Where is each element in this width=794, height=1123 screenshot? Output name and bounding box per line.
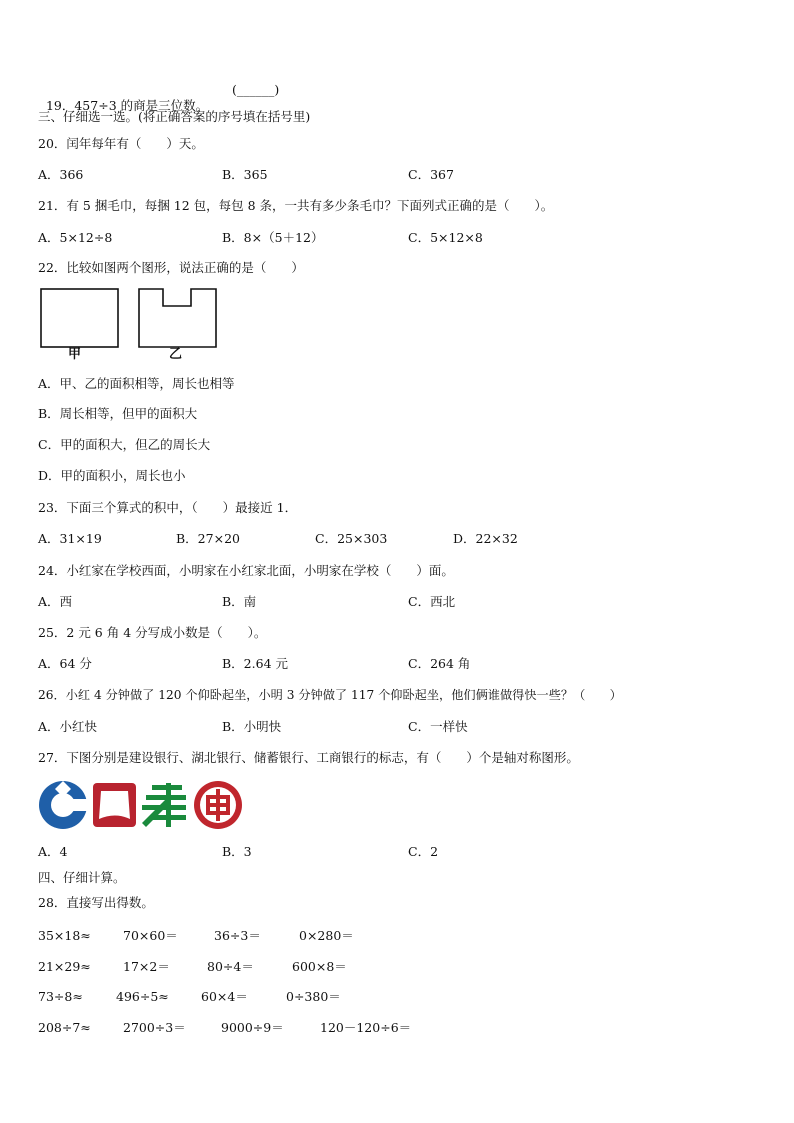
q21-option-c: C．5×12×8 [408,230,483,245]
question-25: 25．2 元 6 角 4 分写成小数是（ ）。 [38,625,267,640]
q25-option-a: A．64 分 [38,656,92,671]
calc-item: 80÷4＝ [207,959,254,974]
q26-option-b: B．小明快 [222,719,282,734]
q23-option-b: B．27×20 [176,531,240,546]
q22-option-d: D．甲的面积小，周长也小 [38,468,186,483]
calc-item: 35×18≈ [38,928,91,943]
calc-item: 9000÷9＝ [221,1020,284,1035]
q23-option-c: C．25×303 [315,531,388,546]
bank-logos [38,779,244,831]
q22-figure [38,287,228,365]
calc-item: 0×280＝ [299,928,354,943]
calc-item: 21×29≈ [38,959,91,974]
shape-yi-label: 乙 [169,347,183,362]
q22-option-c: C．甲的面积大，但乙的周长大 [38,437,211,452]
q23-option-d: D．22×32 [453,531,518,546]
q27-option-c: C．2 [408,844,439,859]
question-21: 21．有 5 捆毛巾，每捆 12 包，每包 8 条，一共有多少条毛巾？下面列式正确的是（ ）。 [38,198,554,213]
q20-option-c: C．367 [408,167,454,182]
q21-option-b: B．8×（5＋12） [222,230,324,245]
shape-yi [139,289,216,347]
section-3-heading: 三、仔细选一选。(将正确答案的序号填在括号里) [38,109,311,124]
question-27: 27．下图分别是建设银行、湖北银行、储蓄银行、工商银行的标志，有（ ）个是轴对称图形。 [38,750,579,765]
calc-item: 120－120÷6＝ [320,1020,412,1035]
q20-option-a: A．366 [38,167,84,182]
hubei-bank-logo-icon [93,783,136,827]
q25-option-c: C．264 角 [408,656,471,671]
calc-item: 70×60＝ [123,928,178,943]
q24-option-b: B．南 [222,594,257,609]
q26-option-c: C．一样快 [408,719,468,734]
question-28: 28．直接写出得数。 [38,895,154,910]
q24-option-c: C．西北 [408,594,456,609]
question-26: 26．小红 4 分钟做了 120 个仰卧起坐，小明 3 分钟做了 117 个仰卧起坐，他们俩谁做得快一些？（ ） [38,688,622,702]
postal-savings-logo-icon [142,783,186,827]
q26-option-a: A．小红快 [38,719,98,734]
calc-item: 0÷380＝ [286,989,341,1004]
question-22: 22．比较如图两个图形，说法正确的是（ ） [38,260,304,275]
q27-option-a: A．4 [38,844,68,859]
q21-option-a: A．5×12÷8 [38,230,113,245]
q23-option-a: A．31×19 [38,531,102,546]
q27-option-b: B．3 [222,844,252,859]
question-23: 23．下面三个算式的积中，（ ）最接近 1． [38,500,298,515]
answer-blank-19: (______) [232,82,280,97]
question-24: 24．小红家在学校西面，小明家在小红家北面，小明家在学校（ ）面。 [38,563,454,578]
calc-item: 600×8＝ [292,959,347,974]
calc-item: 208÷7≈ [38,1020,91,1035]
calc-item: 17×2＝ [123,959,170,974]
q25-option-b: B．2.64 元 [222,656,288,671]
q24-option-a: A．西 [38,594,73,609]
calc-item: 2700÷3＝ [123,1020,186,1035]
ccb-logo-icon [39,781,89,829]
calc-item: 73÷8≈ [38,989,83,1004]
question-20: 20．闰年每年有（ ）天。 [38,136,204,151]
icbc-logo-icon [194,781,242,829]
q22-option-a: A．甲、乙的面积相等，周长也相等 [38,376,235,391]
calc-item: 36÷3＝ [214,928,261,943]
question-19-text: 19．457÷3 的商是三位数。 [45,98,209,113]
calc-item: 496÷5≈ [116,989,169,1004]
shape-jia-label: 甲 [68,347,82,362]
q20-option-b: B．365 [222,167,268,182]
calc-item: 60×4＝ [201,989,248,1004]
q22-option-b: B．周长相等，但甲的面积大 [38,406,198,421]
section-4-heading: 四、仔细计算。 [38,870,126,885]
shape-jia [41,289,118,347]
